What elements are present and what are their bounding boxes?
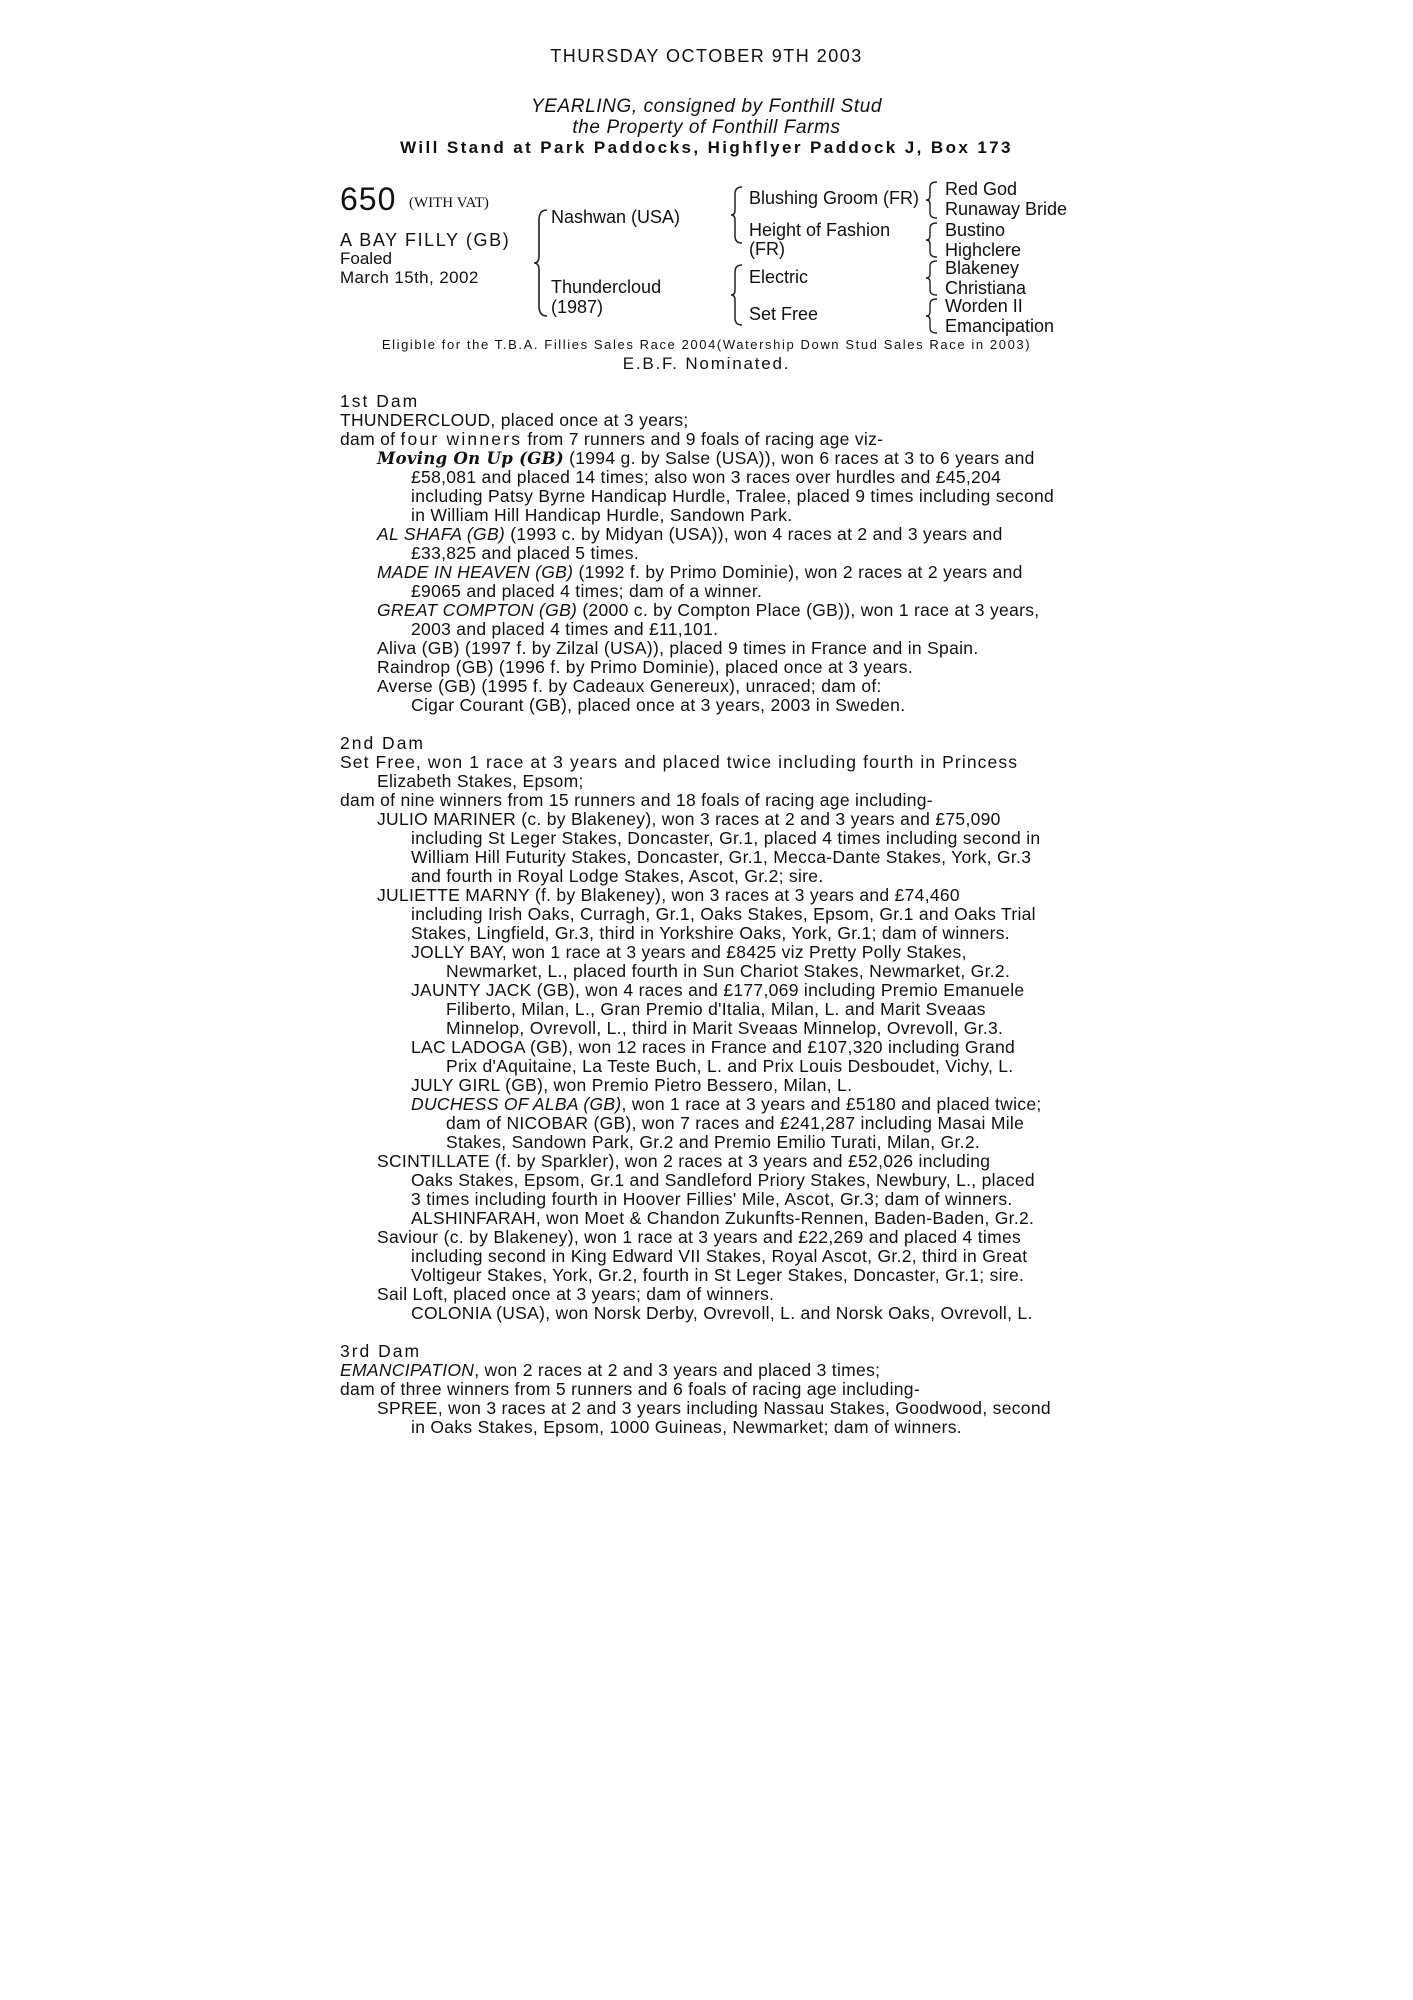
second-dam-line: Elizabeth Stakes, Epsom;: [377, 771, 584, 791]
second-dam-line: William Hill Futurity Stakes, Doncaster, Gr.1, Mecca-Dante Stakes, York, Gr.3: [411, 847, 1032, 867]
first-dam-line: Cigar Courant (GB), placed once at 3 years, 2003 in Sweden.: [411, 695, 906, 715]
pedigree-brace-icon: [533, 208, 553, 318]
second-dam-line: including Irish Oaks, Curragh, Gr.1, Oaks Stakes, Epsom, Gr.1 and Oaks Trial: [411, 904, 1036, 924]
pedigree-brace: [533, 208, 553, 322]
winner-name: GREAT COMPTON (GB): [377, 600, 578, 620]
second-dam-line: JAUNTY JACK (GB), won 4 races and £177,069 including Premio Emanuele: [411, 980, 1025, 1000]
ss-sire: Red God: [945, 179, 1018, 199]
ds-dam: Christiana: [945, 278, 1027, 298]
dd-dam: Emancipation: [945, 316, 1055, 336]
winner-name: DUCHESS OF ALBA (GB): [411, 1094, 622, 1114]
dam-name: Thundercloud: [551, 277, 662, 297]
first-dam-line: including Patsy Byrne Handicap Hurdle, Tralee, placed 9 times including second: [411, 486, 1055, 506]
sire: Nashwan (USA): [551, 207, 681, 227]
winner-name: AL SHAFA (GB): [377, 524, 506, 544]
dam-year: (1987): [551, 297, 604, 317]
second-dam-line: SCINTILLATE (f. by Sparkler), won 2 races at 3 years and £52,026 including: [377, 1151, 991, 1171]
g3-brace-icon: [925, 259, 939, 297]
third-dam-line: dam of three winners from 5 runners and 6 foals of racing age including-: [340, 1379, 920, 1399]
second-dam-line: and fourth in Royal Lodge Stakes, Ascot, Gr.2; sire.: [411, 866, 824, 886]
sd-dam: Highclere: [945, 240, 1022, 260]
record-text: (2000 c. by Compton Place (GB)), won 1 race at 3 years,: [577, 600, 1040, 620]
record-text: , won 2 races at 2 and 3 years and placed 3 times;: [474, 1360, 881, 1380]
second-dam-line: Saviour (c. by Blakeney), won 1 race at 3 years and £22,269 and placed 4 times: [377, 1227, 1022, 1247]
winner-name: Moving On Up (GB): [377, 449, 564, 468]
sire-brace-icon: [730, 185, 744, 245]
first-dam-line: [377, 601, 1039, 620]
second-dam-line: JULY GIRL (GB), won Premio Pietro Bessero, Milan, L.: [411, 1075, 853, 1095]
g4-brace-icon: [925, 297, 939, 335]
second-dam-line: Sail Loft, placed once at 3 years; dam of winners.: [377, 1284, 775, 1304]
second-dam-line: Stakes, Sandown Park, Gr.2 and Premio Emilio Turati, Milan, Gr.2.: [446, 1132, 981, 1152]
second-dam-line: Voltigeur Stakes, York, Gr.2, fourth in St Leger Stakes, Doncaster, Gr.1; sire.: [411, 1265, 1025, 1285]
eligibility-note: Eligible for the T.B.A. Fillies Sales Race 2004(Watership Down Stud Sales Race in 2003): [381, 337, 1032, 352]
dam-sire: Electric: [749, 267, 809, 287]
second-dam-line: 3 times including fourth in Hoover Fillies' Mile, Ascot, Gr.3; dam of winners.: [411, 1189, 1013, 1209]
sire-dam-country: (FR): [749, 239, 785, 259]
first-dam-line: £33,825 and placed 5 times.: [411, 543, 639, 563]
dam-brace-icon: [730, 263, 744, 327]
second-dam-heading: 2nd Dam: [340, 733, 426, 753]
first-dam-heading: 1st Dam: [340, 391, 420, 411]
first-dam-line: Averse (GB) (1995 f. by Cadeaux Genereux), unraced; dam of:: [377, 676, 882, 696]
second-dam-line: Prix d'Aquitaine, La Teste Buch, L. and Prix Louis Desboudet, Vichy, L.: [446, 1056, 1014, 1076]
dam-dam: Set Free: [749, 304, 819, 324]
first-dam-line: [377, 449, 1035, 468]
third-dam-heading: 3rd Dam: [340, 1341, 422, 1361]
g1-brace-icon: [925, 180, 939, 220]
foaled-label: Foaled: [340, 249, 392, 268]
record-text: , won 1 race at 3 years and £5180 and placed twice;: [621, 1094, 1042, 1114]
sale-date: THURSDAY OCTOBER 9TH 2003: [550, 46, 863, 66]
second-dam-line: LAC LADOGA (GB), won 12 races in France and £107,320 including Grand: [411, 1037, 1016, 1057]
second-dam-line: Filiberto, Milan, L., Gran Premio d'Italia, Milan, L. and Marit Sveaas: [446, 999, 986, 1019]
second-dam-line: JULIO MARINER (c. by Blakeney), won 3 races at 2 and 3 years and £75,090: [377, 809, 1001, 829]
first-dam-line: £9065 and placed 4 times; dam of a winner.: [411, 581, 763, 601]
third-dam-line: in Oaks Stakes, Epsom, 1000 Guineas, Newmarket; dam of winners.: [411, 1417, 962, 1437]
first-dam-line: [377, 563, 1023, 582]
winner-name: EMANCIPATION: [340, 1360, 475, 1380]
record-text: (1993 c. by Midyan (USA)), won 4 races at 2 and 3 years and: [505, 524, 1003, 544]
second-dam-line: Stakes, Lingfield, Gr.3, third in Yorkshire Oaks, York, Gr.1; dam of winners.: [411, 923, 1010, 943]
nominated-note: E.B.F. Nominated.: [622, 354, 791, 373]
second-dam-line: dam of nine winners from 15 runners and 18 foals of racing age including-: [340, 790, 933, 810]
record-text: (1992 f. by Primo Dominie), won 2 races at 2 years and: [573, 562, 1023, 582]
lot-description: A BAY FILLY (GB): [340, 230, 511, 250]
second-dam-line: Set Free, won 1 race at 3 years and placed twice including fourth in Princess: [340, 752, 1019, 772]
property-line: the Property of Fonthill Farms: [572, 117, 841, 138]
second-dam-line: COLONIA (USA), won Norsk Derby, Ovrevoll, L. and Norsk Oaks, Ovrevoll, L.: [411, 1303, 1033, 1323]
winner-name: MADE IN HEAVEN (GB): [377, 562, 574, 582]
first-dam-line: in William Hill Handicap Hurdle, Sandown Park.: [411, 505, 793, 525]
g2-brace-icon: [925, 221, 939, 259]
first-dam-line: Aliva (GB) (1997 f. by Zilzal (USA)), placed 9 times in France and in Spain.: [377, 638, 979, 658]
second-dam-line: Oaks Stakes, Epsom, Gr.1 and Sandleford Priory Stakes, Newbury, L., placed: [411, 1170, 1035, 1190]
sd-sire: Bustino: [945, 220, 1006, 240]
first-dam-line: £58,081 and placed 14 times; also won 3 races over hurdles and £45,204: [411, 467, 1002, 487]
first-dam-line: [377, 525, 1003, 544]
sire-dam: Height of Fashion: [749, 220, 891, 240]
stand-location: Will Stand at Park Paddocks, Highflyer Paddock J, Box 173: [400, 138, 1013, 157]
second-dam-line: Newmarket, L., placed fourth in Sun Chariot Stakes, Newmarket, Gr.2.: [446, 961, 1011, 981]
second-dam-line: Minnelop, Ovrevoll, L., third in Marit Sveaas Minnelop, Ovrevoll, Gr.3.: [446, 1018, 1004, 1038]
consignment-line: YEARLING, consigned by Fonthill Stud: [530, 96, 883, 117]
ss-dam: Runaway Bride: [945, 199, 1068, 219]
ds-sire: Blakeney: [945, 258, 1020, 278]
first-dam-line: THUNDERCLOUD, placed once at 3 years;: [340, 410, 689, 430]
second-dam-line: JOLLY BAY, won 1 race at 3 years and £8425 viz Pretty Polly Stakes,: [411, 942, 967, 962]
first-dam-line: dam of four winners from 7 runners and 9 foals of racing age viz-: [340, 429, 884, 449]
lot-number: 650: [340, 181, 397, 217]
second-dam-line: including St Leger Stakes, Doncaster, Gr.1, placed 4 times including second in: [411, 828, 1041, 848]
first-dam-line: 2003 and placed 4 times and £11,101.: [411, 619, 719, 639]
second-dam-line: ALSHINFARAH, won Moet & Chandon Zukunfts-Rennen, Baden-Baden, Gr.2.: [411, 1208, 1035, 1228]
third-dam-line: SPREE, won 3 races at 2 and 3 years including Nassau Stakes, Goodwood, second: [377, 1398, 1051, 1418]
vat-note: (WITH VAT): [409, 195, 489, 211]
foaled-date: March 15th, 2002: [340, 268, 479, 287]
second-dam-line: dam of NICOBAR (GB), won 7 races and £241,287 including Masai Mile: [446, 1113, 1025, 1133]
first-dam-line: Raindrop (GB) (1996 f. by Primo Dominie), placed once at 3 years.: [377, 657, 913, 677]
dd-sire: Worden II: [945, 296, 1023, 316]
record-text: (1994 g. by Salse (USA)), won 6 races at 3 to 6 years and: [563, 448, 1035, 468]
second-dam-line: JULIETTE MARNY (f. by Blakeney), won 3 races at 3 years and £74,460: [377, 885, 960, 905]
third-dam-line: [340, 1361, 880, 1380]
sire-sire: Blushing Groom (FR): [749, 188, 920, 208]
second-dam-line: [411, 1095, 1042, 1114]
second-dam-line: including second in King Edward VII Stakes, Royal Ascot, Gr.2, third in Great: [411, 1246, 1028, 1266]
